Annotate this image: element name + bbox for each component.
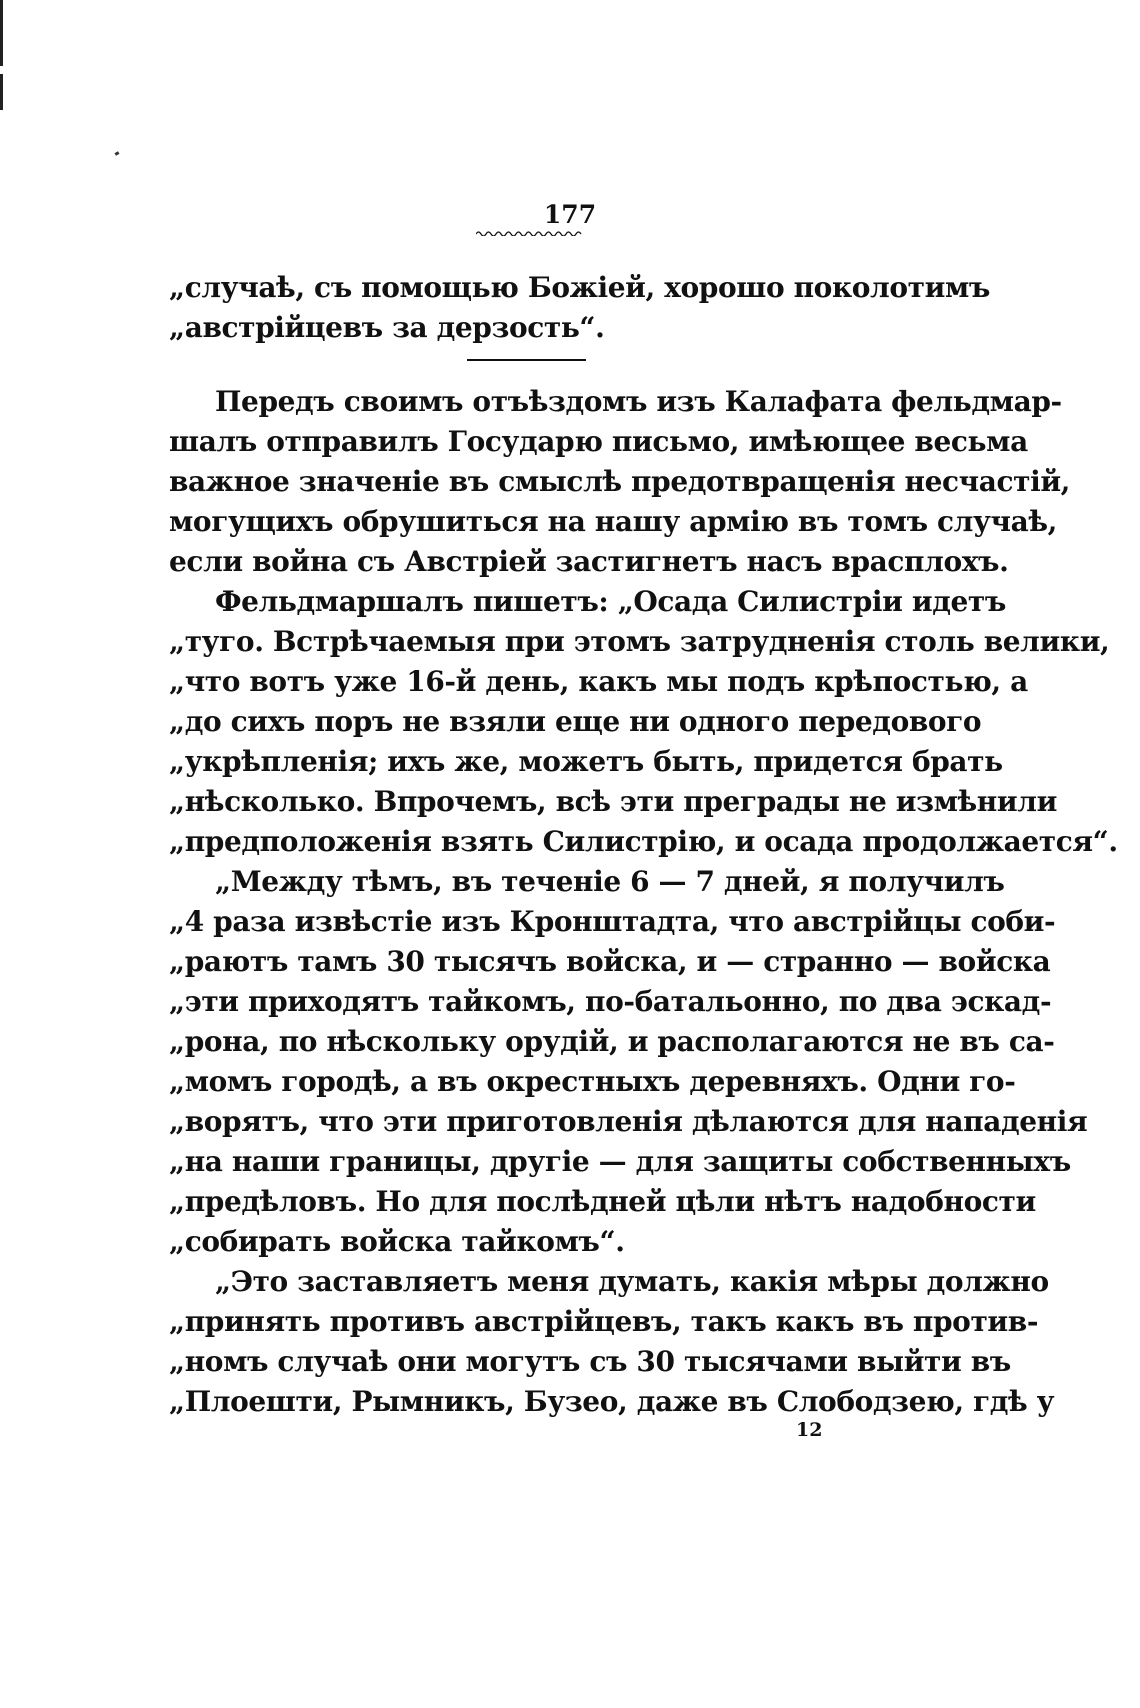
text-line: „что вотъ уже 16-й день, какъ мы подъ крѣпостью, а (169, 665, 1028, 698)
text-line: „принять противъ австрійцевъ, такъ какъ въ против- (169, 1305, 1039, 1338)
paragraph-continuation (169, 268, 990, 348)
text-line: Передъ своимъ отъѣздомъ изъ Калафата фельдмар- (215, 385, 1062, 418)
paragraph-austrian-troops-quote (169, 862, 1088, 1262)
scan-edge-mark (0, 0, 3, 66)
page-number: 177 (543, 200, 597, 229)
text-line: „укрѣпленія; ихъ же, можетъ быть, придется брать (169, 745, 1003, 778)
text-line: „нѣсколько. Впрочемъ, всѣ эти преграды не измѣнили (169, 785, 1057, 818)
text-line: „раютъ тамъ 30 тысячъ войска, и — странно — войска (169, 945, 1051, 978)
text-line: „момъ городѣ, а въ окрестныхъ деревняхъ. Одни го- (169, 1065, 1016, 1098)
text-line: „предположенія взять Силистрію, и осада продолжается“. (169, 825, 1118, 858)
text-line: „4 раза извѣстіе изъ Кронштадта, что австрійцы соби- (169, 905, 1056, 938)
text-line: важное значеніе въ смыслѣ предотвращенія несчастій, (169, 465, 1071, 498)
text-line: „эти приходятъ тайкомъ, по-батальонно, по два эскад- (169, 985, 1052, 1018)
text-line: „Это заставляетъ меня думать, какія мѣры должно (215, 1265, 1049, 1298)
paragraph-measures-quote (169, 1262, 1055, 1422)
wavy-ornament-rule (476, 230, 582, 236)
printer-signature-mark: 12 (796, 1419, 823, 1441)
scan-edge-mark (0, 74, 3, 110)
text-line: если война съ Австріей застигнетъ насъ врасплохъ. (169, 545, 1009, 578)
text-line: „Плоешти, Рымникъ, Бузео, даже въ Слободзею, гдѣ у (169, 1385, 1055, 1418)
text-line: „до сихъ поръ не взяли еще ни одного передового (169, 705, 982, 738)
scan-speck (115, 151, 120, 156)
text-line: шалъ отправилъ Государю письмо, имѣющее весьма (169, 425, 1028, 458)
text-line: „случаѣ, съ помощью Божіей, хорошо поколотимъ (169, 271, 990, 304)
paragraph-siege-quote (169, 582, 1118, 862)
text-line: могущихъ обрушиться на нашу армію въ томъ случаѣ, (169, 505, 1057, 538)
text-line: Фельдмаршалъ пишетъ: „Осада Силистріи идетъ (215, 585, 1006, 618)
paragraph-letter-intro (169, 382, 1071, 582)
text-line: „рона, по нѣскольку орудій, и располагаются не въ са- (169, 1025, 1055, 1058)
section-divider (467, 359, 586, 361)
text-line: „Между тѣмъ, въ теченіе 6 — 7 дней, я получилъ (215, 865, 1005, 898)
page-header (0, 200, 1140, 230)
text-line: „предѣловъ. Но для послѣдней цѣли нѣтъ надобности (169, 1185, 1036, 1218)
text-line: „на наши границы, другіе — для защиты собственныхъ (169, 1145, 1071, 1178)
text-line: „номъ случаѣ они могутъ съ 30 тысячами выйти въ (169, 1345, 1011, 1378)
text-line: „ворятъ, что эти приготовленія дѣлаются для нападенія (169, 1105, 1088, 1138)
text-line: „австрійцевъ за дерзость“. (169, 311, 605, 344)
text-line: „туго. Встрѣчаемыя при этомъ затрудненія столь велики, (169, 625, 1110, 658)
text-line: „собирать войска тайкомъ“. (169, 1225, 625, 1258)
